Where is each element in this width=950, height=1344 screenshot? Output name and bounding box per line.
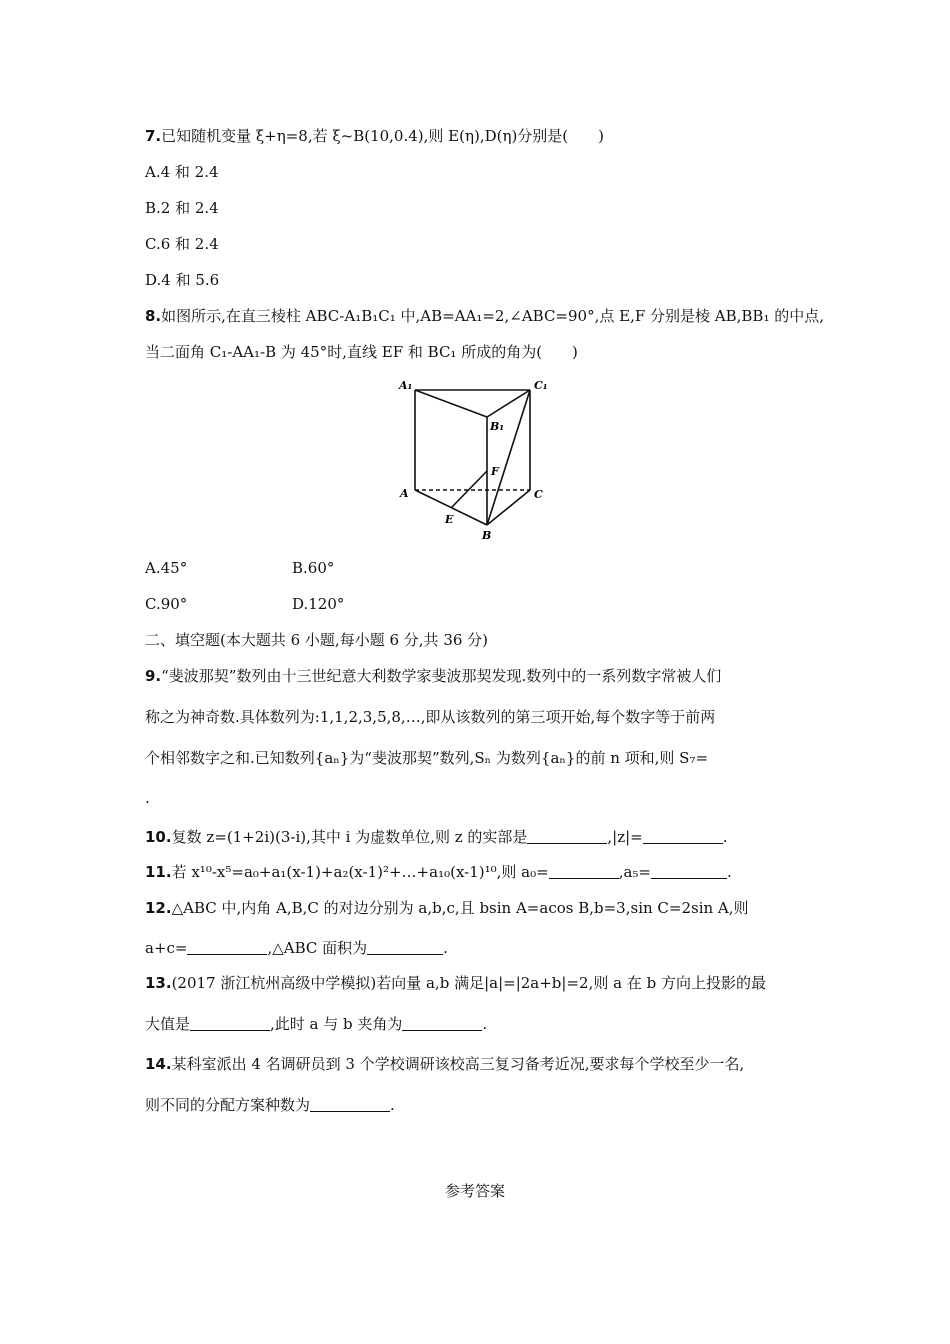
label-a: A [400, 487, 409, 500]
q12-text-line1: △ABC 中,内角 A,B,C 的对边分别为 a,b,c,且 bsin A=acos B,b=3,sin C=2sin A,则 [171, 899, 749, 917]
q10-number: 10. [145, 828, 172, 846]
q14-number: 14. [145, 1055, 172, 1073]
q14-text-part1: 则不同的分配方案种数为 [145, 1096, 311, 1114]
q10-blank-real-part[interactable] [527, 829, 607, 844]
q13-line2 [145, 1014, 487, 1034]
q13-number: 13. [145, 974, 172, 992]
edge-b1-c1 [487, 390, 530, 417]
q14-line1 [145, 1054, 744, 1074]
q7-option-a: A.4 和 2.4 [145, 163, 219, 181]
q8-option-c: C.90° [145, 595, 188, 613]
q11-blank-a5[interactable] [651, 864, 727, 879]
q13-blank-angle[interactable] [402, 1016, 482, 1031]
q13-text-part3: . [482, 1015, 488, 1033]
segment-b-c1 [487, 390, 530, 525]
q11-number: 11. [145, 863, 172, 881]
q7-stem [145, 126, 604, 146]
q13-text-line1: (2017 浙江杭州高级中学模拟)若向量 a,b 满足|a|=|2a+b|=2,则 a 在 b 方向上投影的最 [171, 974, 766, 992]
q7-text: 已知随机变量 ξ+η=8,若 ξ~B(10,0.4),则 E(η),D(η)分别是( ) [161, 127, 605, 145]
q11-text-part3: . [727, 863, 732, 881]
q9-line4: . [145, 789, 150, 807]
edge-a1-b1 [415, 390, 487, 417]
q14-blank-count[interactable] [310, 1097, 390, 1112]
answers-heading: 参考答案 [444, 1182, 505, 1200]
q13-blank-projection[interactable] [190, 1016, 270, 1031]
q8-option-b: B.60° [292, 559, 335, 577]
q12-text-part1: a+c= [145, 939, 188, 957]
q12-line2 [145, 938, 448, 958]
q7-option-b: B.2 和 2.4 [145, 199, 219, 217]
label-c: C [534, 488, 543, 501]
label-a1: A₁ [399, 379, 413, 392]
q8-option-a: A.45° [145, 559, 188, 577]
q7-number: 7. [145, 127, 162, 145]
q13-line1 [145, 973, 766, 993]
q12-number: 12. [145, 899, 172, 917]
q8-stem-line1 [145, 306, 824, 326]
q12-blank-area[interactable] [367, 940, 443, 955]
q12-blank-sum[interactable] [187, 940, 267, 955]
label-c1: C₁ [534, 379, 548, 392]
prism-figure [395, 375, 555, 545]
q11-text-part2: ,a₅= [618, 863, 651, 881]
q10-text-part3: . [722, 828, 728, 846]
q10-blank-modulus[interactable] [643, 829, 723, 844]
q10-text-part2: ,|z|= [607, 828, 643, 846]
q8-option-d: D.120° [292, 595, 345, 613]
q8-text-line1: 如图所示,在直三棱柱 ABC-A₁B₁C₁ 中,AB=AA₁=2,∠ABC=90°,点 E,F 分别是棱 AB,BB₁ 的中点, [161, 307, 824, 325]
label-b: B [482, 529, 492, 542]
label-e: E [445, 513, 454, 526]
q9-line1 [145, 666, 721, 686]
q12-line1 [145, 898, 749, 918]
q9-line2: 称之为神奇数.具体数列为:1,1,2,3,5,8,…,即从该数列的第三项开始,每个数字等于前两 [145, 708, 716, 726]
q13-text-part1: 大值是 [145, 1015, 191, 1033]
q8-stem-line2: 当二面角 C₁-AA₁-B 为 45°时,直线 EF 和 BC₁ 所成的角为( ) [145, 343, 578, 361]
label-f: F [491, 465, 499, 478]
q7-option-c: C.6 和 2.4 [145, 235, 219, 253]
q7-option-d: D.4 和 5.6 [145, 271, 220, 289]
q9-text-line1: “斐波那契”数列由十三世纪意大利数学家斐波那契发现.数列中的一系列数字常被人们 [161, 667, 722, 685]
q14-text-part2: . [390, 1096, 395, 1114]
section-heading: 二、填空题(本大题共 6 小题,每小题 6 分,共 36 分) [145, 631, 489, 649]
q8-number: 8. [145, 307, 162, 325]
q9-line3: 个相邻数字之和.已知数列{aₙ}为“斐波那契”数列,Sₙ 为数列{aₙ}的前 n 项和,则 S₇= [145, 749, 709, 767]
q11-line [145, 862, 732, 882]
q14-line2 [145, 1095, 395, 1115]
q11-text-part1: 若 x¹⁰-x⁵=a₀+a₁(x-1)+a₂(x-1)²+…+a₁₀(x-1)¹⁰,则 a₀= [171, 863, 549, 881]
q13-text-part2: ,此时 a 与 b 夹角为 [270, 1015, 403, 1033]
edge-b-c [487, 490, 530, 525]
q9-number: 9. [145, 667, 162, 685]
q12-text-part2: ,△ABC 面积为 [267, 939, 368, 957]
q14-text-line1: 某科室派出 4 名调研员到 3 个学校调研该校高三复习备考近况,要求每个学校至少一名, [171, 1055, 745, 1073]
q10-line [145, 827, 728, 847]
q10-text-part1: 复数 z=(1+2i)(3-i),其中 i 为虚数单位,则 z 的实部是 [171, 828, 528, 846]
q11-blank-a0[interactable] [549, 864, 619, 879]
q12-text-part3: . [443, 939, 448, 957]
label-b1: B₁ [490, 420, 505, 433]
